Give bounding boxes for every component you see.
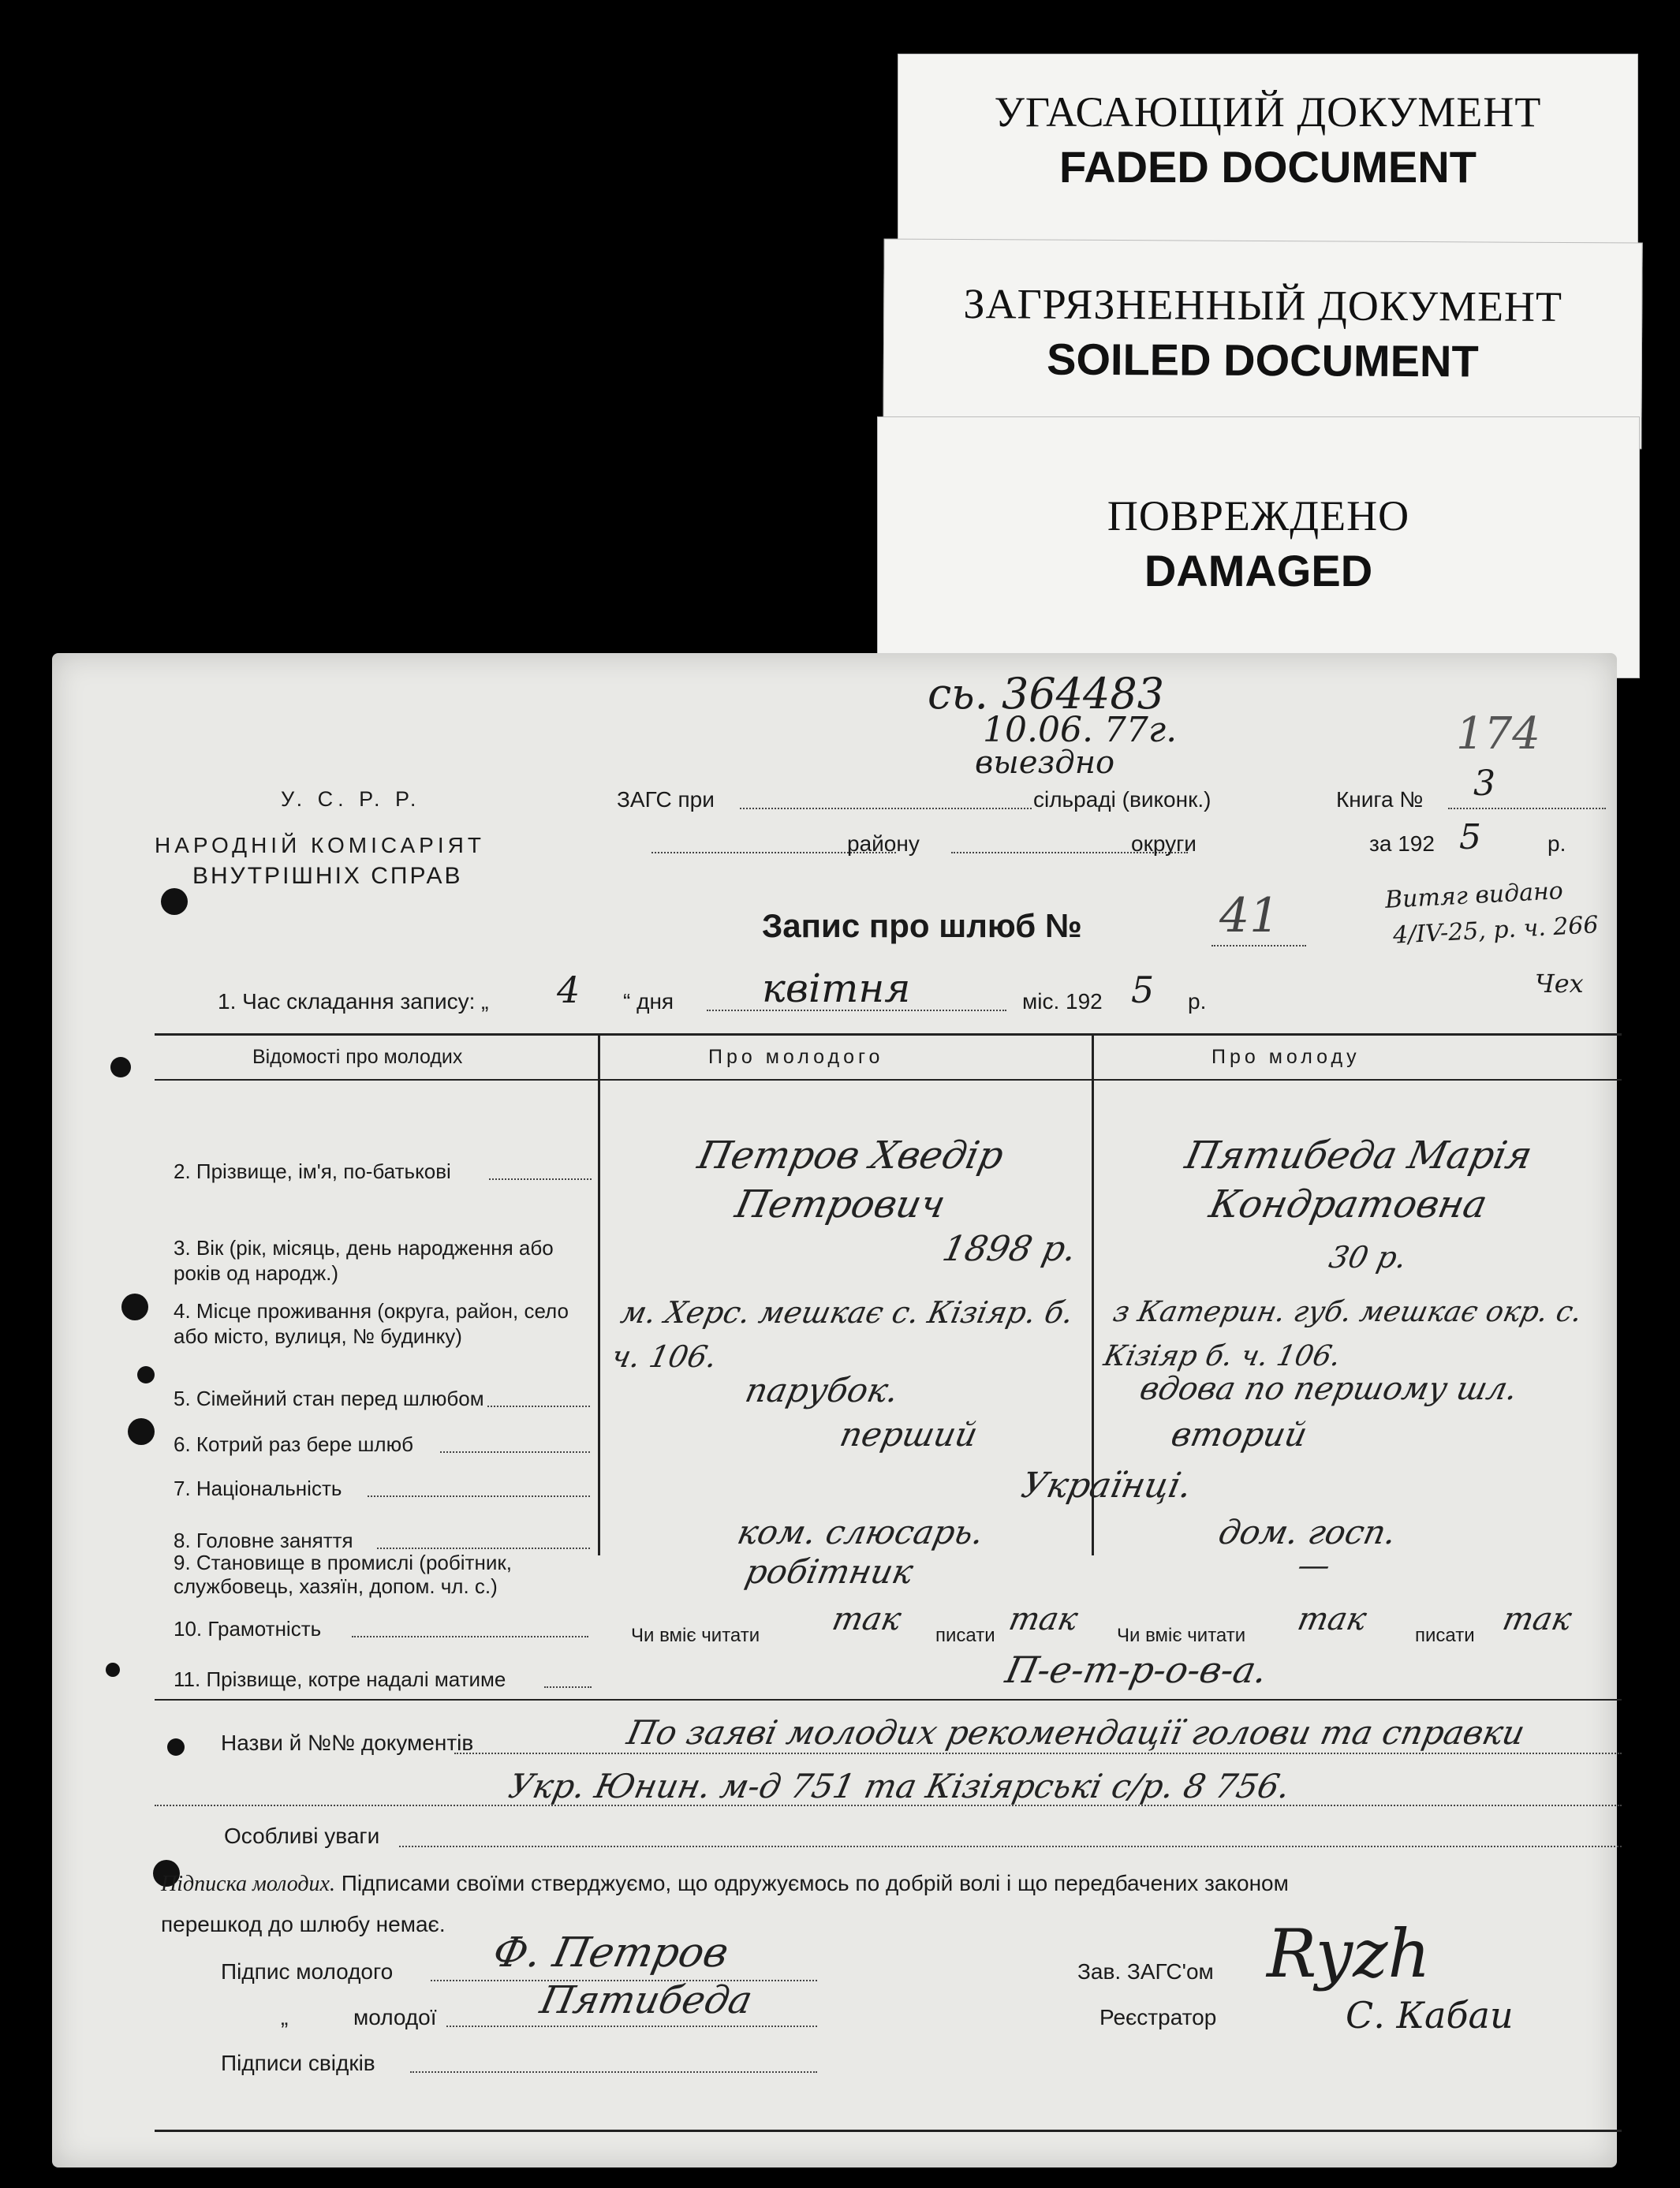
commissariat-line1: НАРОДНІЙ КОМІСАРІЯТ — [155, 833, 485, 857]
row-dots — [352, 1636, 588, 1637]
record-day-suffix: “ дня — [623, 989, 674, 1014]
year-suffix: р. — [1547, 831, 1566, 856]
margin-note-line1: Витяг видано — [1384, 877, 1564, 914]
registrar-label: Реєстратор — [1099, 2005, 1217, 2029]
groom-occupation: ком. слюсарь. — [734, 1513, 988, 1551]
bride-name: Пятибеда Марія Кондратовна — [1181, 1133, 1536, 1227]
bride-signature-line — [446, 2026, 817, 2027]
column-divider-left — [598, 1035, 600, 1555]
documents-label: Назви й №№ документів — [221, 1731, 474, 1755]
year-label: за 192 — [1369, 831, 1435, 856]
groom-signature: Ф. Петров — [488, 1929, 733, 1977]
row-dots — [368, 1495, 590, 1497]
okruga-label: округи — [1131, 831, 1197, 856]
margin-note-line2: 4/IV-25, р. ч. 266 — [1392, 911, 1600, 950]
row-residence-label: 4. Місце проживання (округа, район, село або місто, вулиця, № будинку) — [174, 1299, 569, 1348]
damaged-label-card — [877, 416, 1640, 678]
bride-can-read-label: Чи вміє читати — [1117, 1625, 1246, 1646]
bride-can-write-label: писати — [1415, 1625, 1475, 1646]
book-line — [1448, 808, 1606, 809]
head-label: Зав. ЗАГС'ом — [1077, 1959, 1214, 1984]
year-handwritten: 5 — [1459, 817, 1481, 857]
row-position-label: 9. Становище в промислі (робітник, службовець, хазяїн, допом. чл. с.) — [174, 1551, 512, 1598]
bride-can-write: так — [1499, 1601, 1575, 1637]
col-info-header: Відомості про молодих — [252, 1046, 463, 1068]
record-time-label: 1. Час складання запису: „ — [218, 989, 489, 1014]
documents-line2-text: Укр. Юнин. м-д 751 та Кізіярські с/р. 8 756. — [505, 1767, 1294, 1805]
bride-residence: з Катерин. губ. мешкає окр. с. Кізіяр б. ч. 106. — [1100, 1296, 1585, 1372]
notes-line — [399, 1846, 1622, 1847]
punch-hole — [128, 1418, 155, 1445]
punch-hole — [167, 1738, 185, 1756]
row-dots — [377, 1548, 590, 1549]
declaration-text1: Підписами своїми стверджуємо, що одружуємось по добрій волі і що передбачених законом — [334, 1871, 1289, 1895]
groom-age: 1898 р. — [939, 1229, 1081, 1269]
record-number-line — [1211, 945, 1306, 947]
registrar-signature: С. Кабаи — [1346, 1994, 1514, 2037]
soiled-label-en: SOILED DOCUMENT — [1046, 334, 1479, 386]
documents-line1-text: По заяві молодих рекомендації голови та справки — [623, 1713, 1529, 1752]
row-dots — [440, 1451, 590, 1453]
table-top-rule — [155, 1033, 1622, 1036]
punch-hole — [161, 888, 188, 915]
row-dots — [487, 1406, 590, 1407]
table-bottom-rule — [155, 1699, 1622, 1701]
groom-can-read-label: Чи вміє читати — [631, 1625, 760, 1646]
future-surname: П-е-т-р-о-в-а. — [1002, 1648, 1271, 1691]
witnesses-label: Підписи свідків — [221, 2051, 375, 2075]
punch-hole — [137, 1366, 155, 1383]
row-dots — [544, 1686, 592, 1688]
row-surname-label: 11. Прізвище, котре надалі матиме — [174, 1667, 506, 1691]
bride-signature: Пятибеда — [536, 1978, 756, 2022]
record-number: 41 — [1219, 888, 1280, 943]
archive-code: сь. 364483 — [928, 669, 1165, 719]
notes-label: Особливі уваги — [224, 1824, 380, 1848]
groom-can-write: так — [1006, 1601, 1081, 1637]
margin-signature: Чех — [1535, 969, 1584, 999]
groom-nationality: Українці. — [1017, 1466, 1196, 1506]
row-count-label: 6. Котрий раз бере шлюб — [174, 1432, 413, 1456]
bride-can-read: так — [1294, 1601, 1370, 1637]
bride-occupation: дом. госп. — [1215, 1513, 1401, 1551]
groom-residence: м. Херс. мешкає с. Кізіяр. б. ч. 106. — [608, 1295, 1077, 1374]
damaged-label-ru: ПОВРЕЖДЕНО — [1107, 492, 1410, 540]
record-month: квітня — [762, 965, 911, 1011]
groom-position: робітник — [741, 1552, 917, 1591]
record-year: 5 — [1131, 969, 1155, 1011]
raion-label: району — [847, 831, 920, 856]
page-bottom-rule — [155, 2130, 1622, 2132]
damaged-label-en: DAMAGED — [1144, 546, 1373, 596]
zags-label: ЗАГС при — [617, 787, 715, 812]
row-age-label: 3. Вік (рік, місяць, день народження або років од народж.) — [174, 1236, 554, 1285]
row-dots — [489, 1178, 592, 1180]
punch-hole — [110, 1057, 131, 1077]
groom-can-read: так — [829, 1601, 905, 1637]
faded-label-en: FADED DOCUMENT — [1059, 142, 1477, 192]
declaration-heading: Підписка молодих. — [161, 1872, 335, 1896]
marriage-record-sheet — [52, 653, 1617, 2167]
commissariat-line2: ВНУТРІШНІХ СПРАВ — [192, 863, 463, 889]
head-signature: Ryzh — [1267, 1915, 1431, 1992]
bride-marital: вдова по першому шл. — [1137, 1371, 1521, 1407]
punch-hole — [106, 1663, 120, 1677]
groom-marital: парубок. — [741, 1371, 902, 1410]
row-occupation-label: 8. Головне заняття — [174, 1529, 353, 1552]
declaration-text2: перешкод до шлюбу немає. — [161, 1912, 446, 1936]
page-number: 174 — [1456, 708, 1540, 760]
bride-count: вторий — [1167, 1415, 1311, 1454]
table-header-rule — [155, 1079, 1622, 1081]
faded-label-ru: УГАСАЮЩИЙ ДОКУМЕНТ — [994, 88, 1542, 136]
bride-position: — — [1294, 1548, 1334, 1584]
row-literacy-label: 10. Грамотність — [174, 1617, 322, 1641]
col-groom-header: Про молодого — [708, 1046, 884, 1068]
record-title: Запис про шлюб № — [762, 907, 1082, 944]
ussr-heading: У. С. Р. Р. — [281, 787, 421, 811]
groom-signature-label: Підпис молодого — [221, 1959, 394, 1984]
groom-count: перший — [836, 1415, 981, 1454]
declaration-line1 — [161, 1871, 1289, 1897]
punch-hole — [121, 1294, 148, 1320]
record-year-suffix: р. — [1188, 989, 1207, 1014]
row-nationality-label: 7. Національність — [174, 1477, 342, 1500]
silradi-label: сільраді (виконк.) — [1033, 787, 1211, 812]
archive-date: 10.06. 77г. — [983, 710, 1178, 750]
book-number: 3 — [1473, 764, 1495, 804]
soiled-label-ru: ЗАГРЯЗНЕННЫЙ ДОКУМЕНТ — [963, 280, 1563, 330]
row-name-label: 2. Прізвище, ім'я, по-батькові — [174, 1159, 451, 1183]
row-marital-label: 5. Сімейний стан перед шлюбом — [174, 1387, 484, 1410]
bride-signature-label: молодої — [353, 2005, 437, 2029]
bride-quote-mark: „ — [281, 2005, 289, 2029]
record-day: 4 — [557, 969, 581, 1011]
zags-line — [740, 808, 1032, 809]
book-label: Книга № — [1336, 787, 1424, 812]
bride-age: 30 р. — [1326, 1240, 1410, 1275]
groom-can-write-label: писати — [935, 1625, 995, 1646]
archive-note: выездно — [975, 745, 1115, 781]
record-year-label: міс. 192 — [1022, 989, 1103, 1014]
col-bride-header: Про молоду — [1211, 1046, 1361, 1068]
documents-line1 — [454, 1753, 1622, 1754]
groom-name: Петров Хведір Петрович — [693, 1133, 1008, 1227]
witnesses-line — [410, 2071, 817, 2073]
